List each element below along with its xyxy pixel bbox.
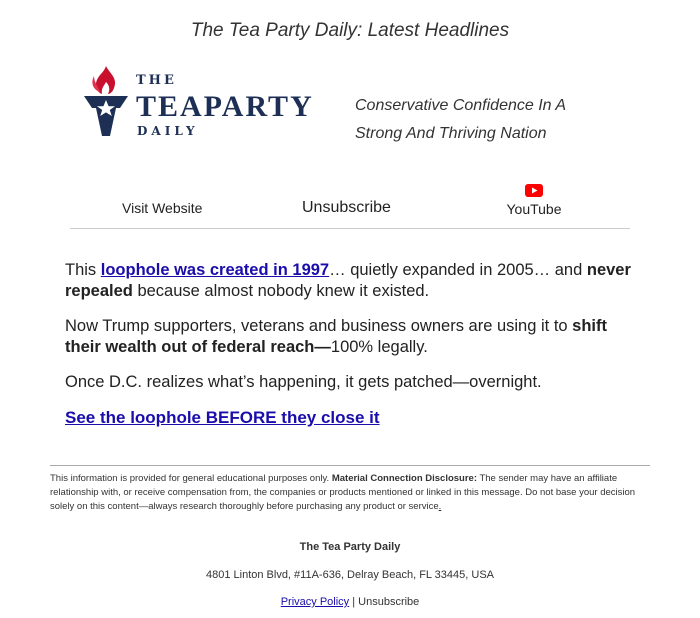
youtube-label: YouTube: [506, 201, 562, 217]
paragraph-1: [65, 260, 635, 302]
paragraph-3: Once D.C. realizes what’s happening, it gets patched—overnight.: [65, 373, 542, 391]
tea-party-daily-logo[interactable]: [80, 64, 335, 142]
unsubscribe-link[interactable]: Unsubscribe: [302, 199, 391, 216]
tagline-line-1: Conservative Confidence In A: [355, 97, 567, 114]
logo-wordmark-the: THE: [136, 73, 177, 88]
loophole-link[interactable]: loophole was created in 1997: [100, 261, 330, 279]
cta-link[interactable]: See the loophole BEFORE they close it: [65, 408, 380, 427]
p2-bold-text: shift their wealth out of federal reach—: [65, 317, 608, 356]
cta-paragraph: [65, 407, 635, 428]
visit-website-link[interactable]: Visit Website: [122, 200, 203, 216]
disclaimer-text-pre: This information is provided for general educational purposes only.: [50, 473, 332, 484]
tagline-line-2: Strong And Thriving Nation: [355, 125, 547, 142]
torch-icon: [80, 64, 132, 142]
p1-text-pre: This: [65, 261, 101, 279]
header-nav: [70, 182, 630, 229]
disclaimer-text-post: The sender may have an affiliate relationship with, or receive compensation from, the companies or products mentioned or linked in this message. Do not base your decision solely on this content—always research thoroughly before purchasing any product or service: [50, 473, 636, 512]
email-title: The Tea Party Daily: Latest Headlines: [190, 20, 510, 41]
p1-text-post: because almost nobody knew it existed.: [132, 282, 430, 300]
p1-bold-text: never repealed: [65, 261, 631, 300]
footer-links: [0, 596, 700, 608]
paragraph-2: [65, 316, 635, 358]
youtube-link[interactable]: [506, 182, 562, 228]
p2-text-post: 100% legally.: [330, 338, 428, 356]
youtube-icon: [525, 184, 543, 197]
logo-wordmark-main: TEAPARTY: [136, 90, 314, 123]
footer-divider: [50, 465, 650, 466]
footer-unsubscribe-link[interactable]: Unsubscribe: [358, 596, 420, 608]
disclaimer-bold-label: Material Connection Disclosure:: [331, 473, 477, 484]
footer-address: 4801 Linton Blvd, #11A-636, Delray Beach, FL 33445, USA: [205, 569, 494, 581]
disclaimer-period: .: [438, 501, 442, 512]
privacy-policy-link[interactable]: Privacy Policy: [280, 596, 350, 608]
logo-wordmark-daily: DAILY: [137, 124, 199, 138]
email-body: [65, 260, 635, 442]
footer-separator: |: [352, 596, 356, 608]
tagline: [355, 92, 655, 148]
footer-company-name: The Tea Party Daily: [299, 541, 401, 553]
p2-text-pre: Now Trump supporters, veterans and business owners are using it to: [65, 317, 573, 335]
disclaimer: [50, 472, 650, 514]
p1-text-mid: … quietly expanded in 2005… and: [329, 261, 587, 279]
